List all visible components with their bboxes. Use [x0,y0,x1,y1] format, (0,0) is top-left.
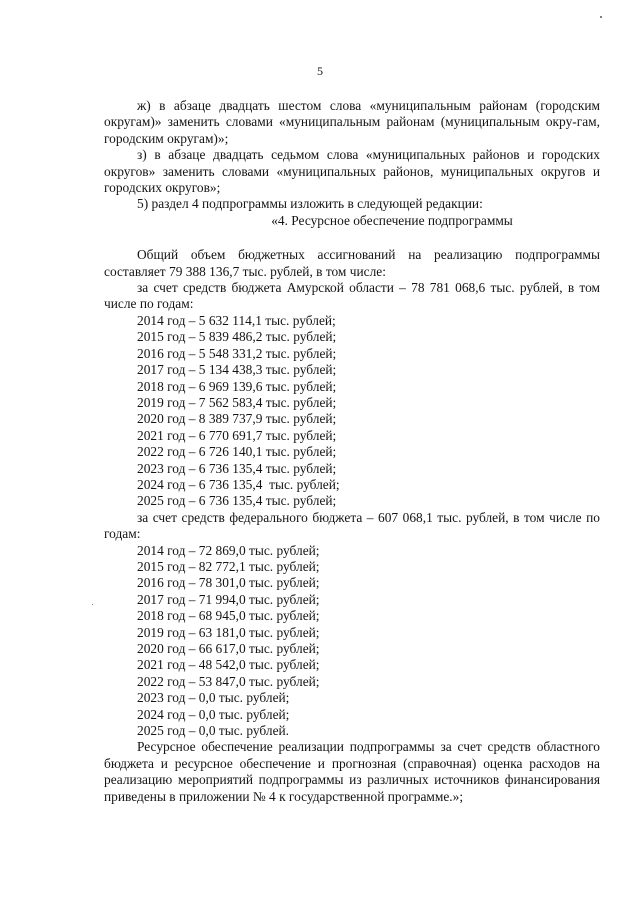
list-item: 2015 год – 82 772,1 тыс. рублей; [137,558,320,574]
regional-years-list [104,313,600,510]
list-item: 2025 год – 0,0 тыс. рублей. [137,723,290,739]
list-item: 2014 год – 5 632 114,1 тыс. рублей; [137,312,336,328]
list-item: 2015 год – 5 839 486,2 тыс. рублей; [137,329,337,345]
list-item: 2020 год – 66 617,0 тыс. рублей; [137,641,320,656]
list-item: 2020 год – 8 389 737,9 тыс. рублей; [137,411,337,427]
list-item: 2018 год – 6 969 139,6 тыс. рублей; [137,378,337,394]
list-item: 2019 год – 63 181,0 тыс. рублей; [137,624,320,640]
list-item: 2016 год – 78 301,0 тыс. рублей; [137,575,320,591]
page-number: 5 [317,64,323,78]
regional-budget-intro: за счет средств бюджета Амурской области – 78 781 068,6 тыс. рублей, в том числе по годам: [104,280,600,312]
federal-years-list [104,543,600,740]
list-item: 2023 год – 0,0 тыс. рублей; [137,690,290,706]
list-item: 2014 год – 72 869,0 тыс. рублей; [137,542,320,558]
document-body [104,98,600,805]
list-item: 2018 год – 68 945,0 тыс. рублей; [137,608,320,624]
list-item: 2017 год – 71 994,0 тыс. рублей; [137,591,320,607]
list-item: 2017 год – 5 134 438,3 тыс. рублей; [137,362,337,378]
list-item: 2024 год – 0,0 тыс. рублей; [137,706,290,722]
scan-speck [600,16,602,18]
section-heading: «4. Ресурсное обеспечение подпрограммы [271,212,513,228]
list-item: 2021 год – 48 542,0 тыс. рублей; [137,657,320,673]
list-item: 2022 год – 53 847,0 тыс. рублей; [137,673,320,689]
total-funding-paragraph: Общий объем бюджетных ассигнований на реализацию подпрограммы составляет 79 388 136,7 тыс. рублей, в том числе: [104,247,600,279]
scan-speck [92,604,93,605]
list-item: 2021 год – 6 770 691,7 тыс. рублей; [137,427,337,443]
paragraph-amendment-5: 5) раздел 4 подпрограммы изложить в следующей редакции: [137,196,483,212]
closing-paragraph: Ресурсное обеспечение реализации подпрограммы за счет средств областного бюджета и ресурсное обеспечение и прогнозная (справочная) оценка расходов на реализацию мероприятий подпрограммы из различных источников финансирования приведены в приложении № 4 к государственной программе.»; [104,739,600,804]
federal-budget-intro: за счет средств федерального бюджета – 607 068,1 тыс. рублей, в том числе по годам: [104,509,600,542]
list-item: 2022 год – 6 726 140,1 тыс. рублей; [137,444,337,460]
list-item: 2025 год – 6 736 135,4 тыс. рублей; [137,493,337,509]
list-item: 2024 год – 6 736 135,4 тыс. рублей; [137,476,340,492]
list-item: 2023 год – 6 736 135,4 тыс. рублей; [137,460,337,476]
list-item: 2019 год – 7 562 583,4 тыс. рублей; [137,394,337,410]
list-item: 2016 год – 5 548 331,2 тыс. рублей; [137,345,337,361]
paragraph-amendment-zh: ж) в абзаце двадцать шестом слова «муниципальным районам (городским округам)» заменить словами «муниципальным районам (муниципальным окру-гам, городским округам)»; [104,98,600,146]
paragraph-amendment-z: з) в абзаце двадцать седьмом слова «муниципальных районов и городских округов» заменить словами «муниципальных районов, муниципальных округов и городских округов»; [104,147,600,196]
